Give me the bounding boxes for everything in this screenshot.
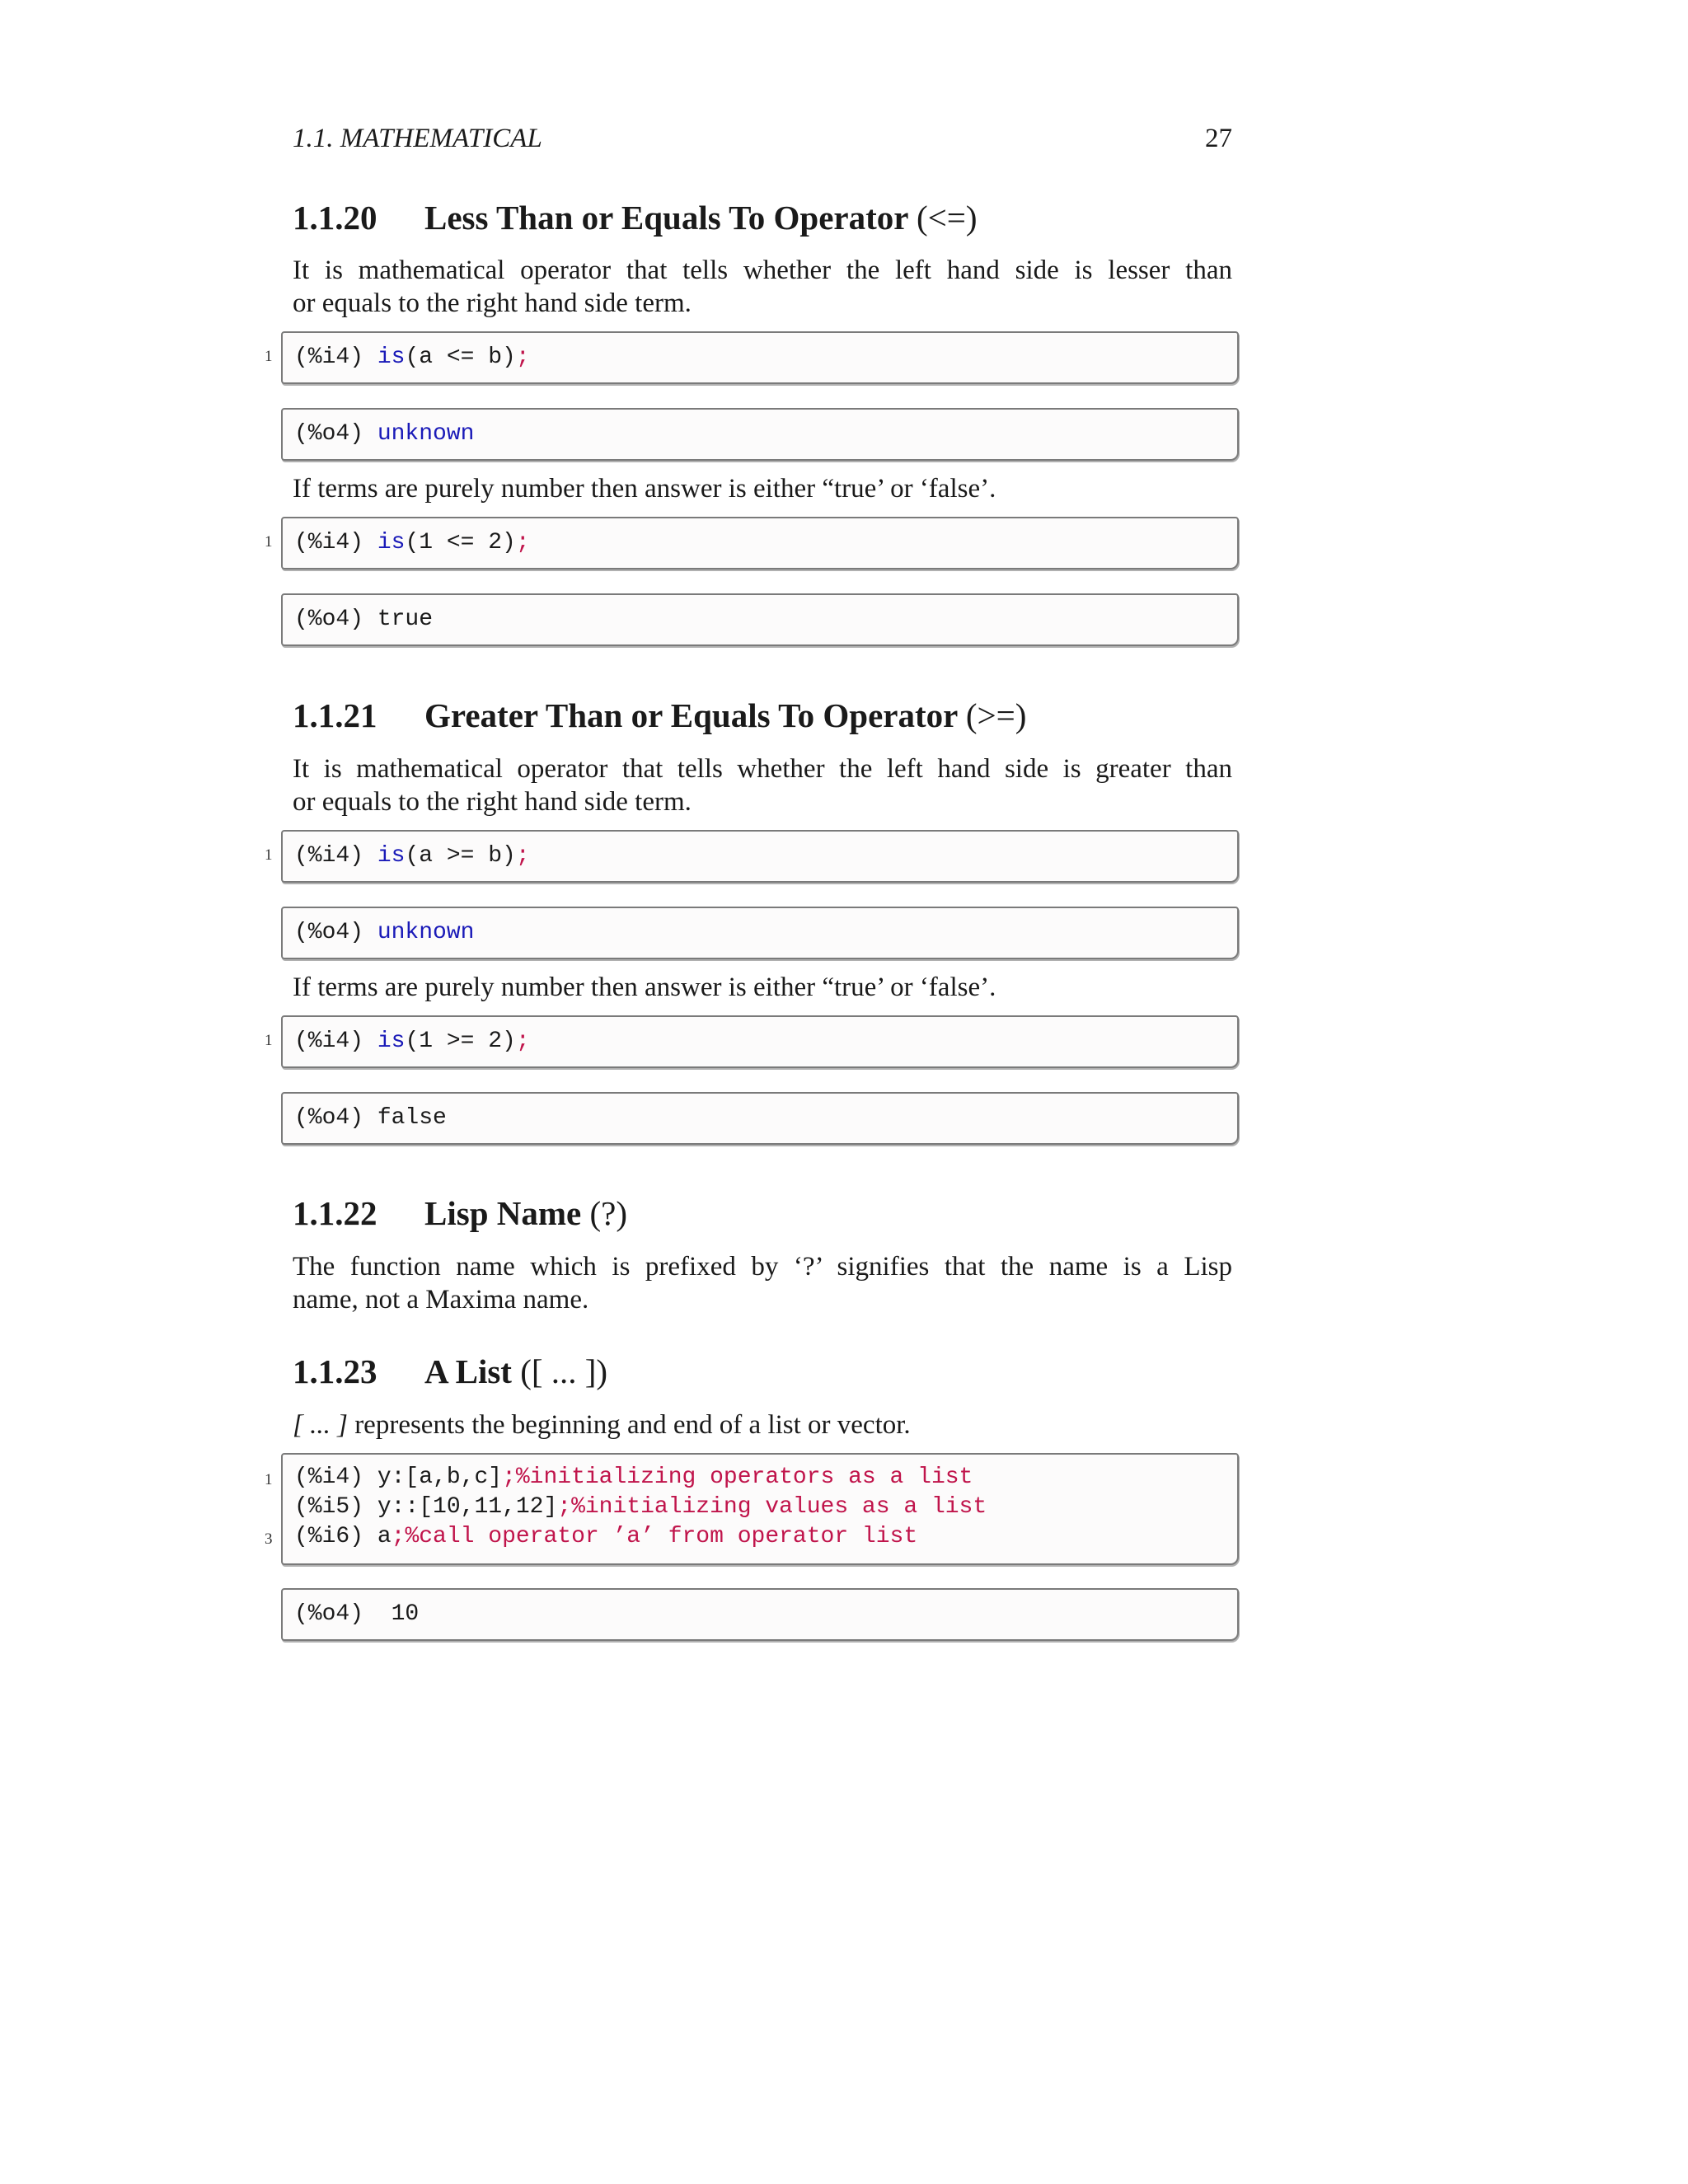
heading-number: 1.1.21: [293, 696, 377, 734]
paragraph-line: If terms are purely number then answer is either “true’ or ‘false’.: [293, 972, 996, 1002]
output-label: (%o4): [294, 1105, 377, 1131]
paragraph-line: It is mathematical operator that tells whether the left hand side is greater than: [293, 754, 1232, 784]
heading-number: 1.1.23: [293, 1352, 377, 1390]
code-line: [294, 841, 530, 871]
input-label: (%i6): [294, 1524, 377, 1549]
code-output-box: [281, 907, 1239, 959]
paragraph-s20-intro: [293, 254, 1232, 320]
code-output-box: [281, 1588, 1239, 1641]
line-number: 1: [265, 846, 273, 864]
paragraph-s21-note: [293, 971, 1232, 1004]
output-line: [294, 1600, 419, 1629]
heading-title: Less Than or Equals To Operator: [424, 199, 908, 237]
output-value: true: [377, 607, 434, 632]
heading-symbol: (>=): [965, 696, 1027, 734]
input-label: (%i5): [294, 1494, 377, 1520]
line-number: 1: [265, 1032, 273, 1049]
output-value: 10: [377, 1601, 420, 1627]
heading-number: 1.1.22: [293, 1194, 377, 1232]
output-line: [294, 1104, 447, 1133]
code-line: [294, 1463, 973, 1493]
function-args: (1 >= 2): [405, 1029, 516, 1054]
heading-symbol: (?): [589, 1194, 627, 1232]
running-header: [293, 124, 1232, 165]
statement-end: ;: [515, 843, 530, 869]
paragraph-line: or equals to the right hand side term.: [293, 288, 692, 318]
heading-symbol: ([ ... ]): [520, 1352, 608, 1390]
function-args: (a >= b): [405, 843, 516, 869]
statement-end: ;: [515, 530, 530, 555]
paragraph-line: or equals to the right hand side term.: [293, 787, 692, 817]
function-name: is: [377, 530, 406, 555]
paragraph-line: The function name which is prefixed by ‘?’ signifies that the name is a Lisp: [293, 1252, 1232, 1282]
input-label: (%i4): [294, 344, 377, 370]
code-line: [294, 1522, 917, 1552]
code-line: [294, 1027, 530, 1057]
statement-end: ;: [515, 1029, 530, 1054]
heading-title: A List: [424, 1352, 512, 1390]
output-value: unknown: [377, 421, 475, 447]
code-input-box: [265, 331, 1239, 384]
function-args: (a <= b): [405, 344, 516, 370]
function-name: is: [377, 344, 406, 370]
code-output-box: [281, 1092, 1239, 1145]
heading-title: Lisp Name: [424, 1194, 582, 1232]
page-number: 27: [1205, 124, 1232, 153]
output-line: [294, 918, 474, 948]
code-comment: ;%initializing values as a list: [557, 1494, 987, 1520]
code-text: y::[10,11,12]: [377, 1494, 558, 1520]
code-text: a: [377, 1524, 392, 1549]
line-number: 1: [265, 533, 273, 551]
line-number: 1: [265, 348, 273, 365]
code-text: y:[a,b,c]: [377, 1465, 503, 1490]
code-line: [294, 343, 530, 373]
paragraph-line: It is mathematical operator that tells whether the left hand side is lesser than: [293, 255, 1232, 285]
function-args: (1 <= 2): [405, 530, 516, 555]
code-input-box: [265, 1453, 1239, 1565]
paragraph-s21-intro: [293, 752, 1232, 818]
paragraph-s20-note: [293, 472, 1232, 505]
output-value: unknown: [377, 920, 475, 945]
line-number: 1: [265, 1471, 273, 1488]
output-label: (%o4): [294, 607, 377, 632]
paragraph-line: name, not a Maxima name.: [293, 1285, 589, 1315]
paragraph-s23: [293, 1408, 1232, 1441]
section-running-title: 1.1. MATHEMATICAL: [293, 124, 542, 153]
heading-number: 1.1.20: [293, 199, 377, 237]
heading-symbol: (<=): [916, 199, 978, 237]
list-notation: [ ... ]: [293, 1410, 348, 1440]
code-input-box: [265, 1015, 1239, 1068]
input-label: (%i4): [294, 1465, 377, 1490]
statement-end: ;: [515, 344, 530, 370]
heading-1-1-23: [293, 1352, 607, 1391]
output-line: [294, 419, 474, 449]
line-number: 3: [265, 1530, 273, 1548]
code-output-box: [281, 408, 1239, 461]
heading-1-1-21: [293, 696, 1026, 735]
paragraph-s22: [293, 1250, 1232, 1316]
code-line: [294, 528, 530, 558]
code-input-box: [265, 517, 1239, 569]
heading-title: Greater Than or Equals To Operator: [424, 696, 958, 734]
function-name: is: [377, 843, 406, 869]
output-value: false: [377, 1105, 447, 1131]
heading-1-1-22: [293, 1193, 627, 1233]
input-label: (%i4): [294, 1029, 377, 1054]
heading-1-1-20: [293, 198, 978, 237]
code-line: [294, 1493, 987, 1522]
paragraph-line: [293, 1408, 1232, 1441]
code-output-box: [281, 593, 1239, 646]
code-comment: ;%call operator ’a’ from operator list: [391, 1524, 918, 1549]
output-label: (%o4): [294, 1601, 377, 1627]
function-name: is: [377, 1029, 406, 1054]
output-label: (%o4): [294, 421, 377, 447]
code-comment: ;%initializing operators as a list: [502, 1465, 973, 1490]
output-label: (%o4): [294, 920, 377, 945]
output-line: [294, 605, 433, 635]
input-label: (%i4): [294, 530, 377, 555]
paragraph-line: If terms are purely number then answer is either “true’ or ‘false’.: [293, 474, 996, 504]
input-label: (%i4): [294, 843, 377, 869]
code-input-box: [265, 830, 1239, 883]
paragraph-text: represents the beginning and end of a list or vector.: [347, 1410, 911, 1440]
